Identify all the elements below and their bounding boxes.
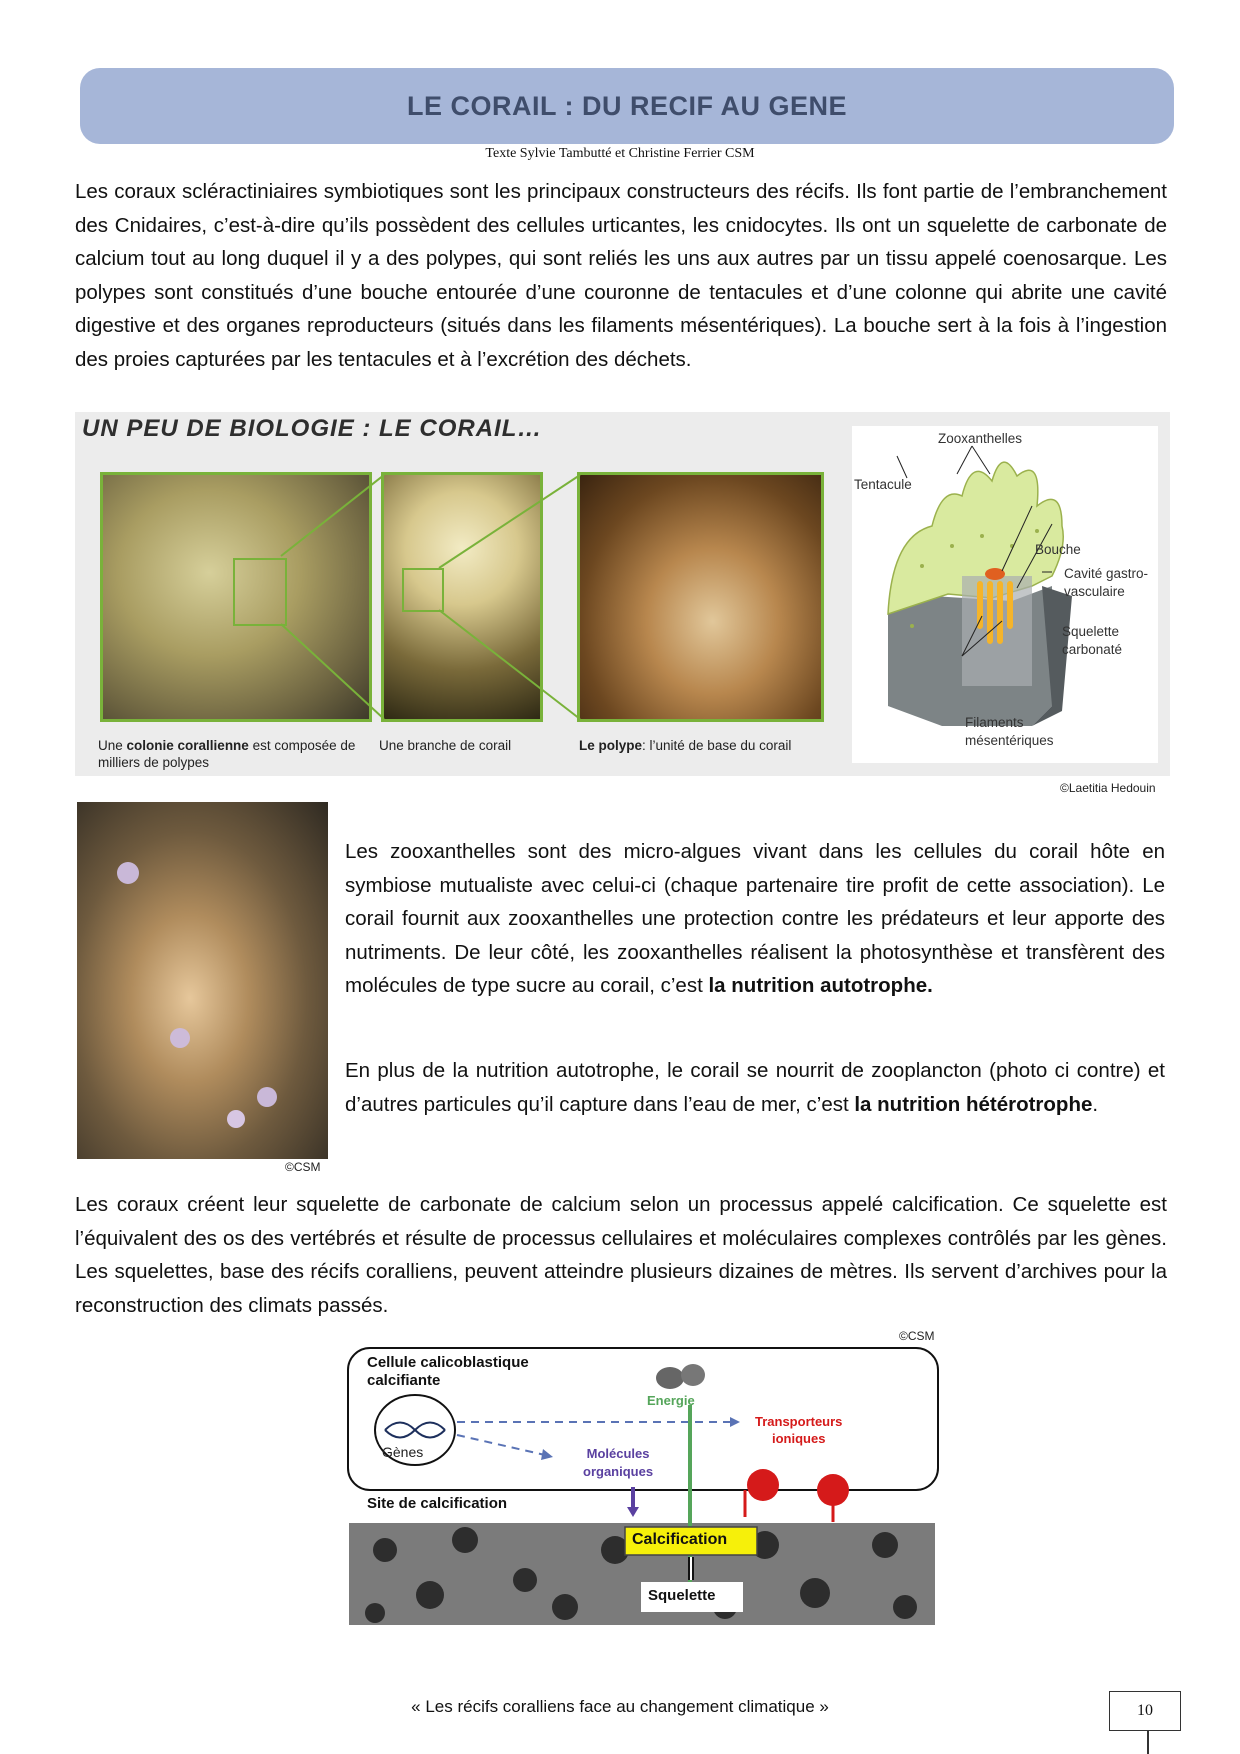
label-squelette: Squelette carbonaté	[1062, 624, 1123, 657]
calcification-diagram	[345, 1345, 939, 1635]
label-zooxanthelles: Zooxanthelles	[938, 431, 1023, 446]
polyp-bubble	[257, 1087, 277, 1107]
label-filaments: Filaments mésentériques	[965, 715, 1054, 748]
energie-label: Energie	[647, 1393, 695, 1408]
label-bouche: Bouche	[1035, 542, 1081, 557]
figure-title: UN PEU DE BIOLOGIE : LE CORAIL…	[82, 415, 543, 442]
page-number: 10	[1109, 1691, 1181, 1731]
footer-title: « Les récifs coralliens face au changement climatique »	[411, 1697, 829, 1716]
caption-polyp: Le polype: l’unité de base du corail	[579, 738, 792, 753]
site-label: Site de calcification	[367, 1495, 508, 1512]
calcification-label: Calcification	[632, 1531, 728, 1548]
cell-label: Cellule calicoblastique calcifiante	[367, 1354, 529, 1389]
label-tentacule: Tentacule	[854, 477, 912, 492]
genes-label: Gènes	[382, 1444, 424, 1460]
calcification-paragraph: Les coraux créent leur squelette de carbonate de calcium selon un processus appelé calcification. Ce squelette est l’équivalent des os des vertébrés et résulte de processus cellulaires et moléculaires complexes contrôlés par les gènes. Les squelettes, base des récifs coralliens, peuvent atteindre plusieurs dizaines de mètres. Ils servent d’archives pour la reconstruction des climats passés.	[75, 1193, 1167, 1317]
figure1-copyright: ©Laetitia Hedouin	[1060, 781, 1156, 795]
page-corner-line	[1147, 1731, 1149, 1754]
page-title: LE CORAIL : DU RECIF AU GENE	[406, 90, 847, 121]
figure3-copyright: ©CSM	[899, 1329, 935, 1343]
intro-paragraph: Les coraux scléractiniaires symbiotiques sont les principaux constructeurs des récifs. Ils font partie de l’embranchement des Cnidaires, c’est-à-dire qu’ils possèdent des cellules urticantes, les cnidocytes. Ils ont un squelette de carbonate de calcium tout au long duquel il y a des polypes, qui sont reliés les uns aux autres par un tissu appelé coenosarque. Les polypes sont constitués d’une bouche entourée d’une couronne de tentacules et d’une colonne qui abrite une cavité digestive et des organes reproducteurs (situés dans les filaments mésentériques). La bouche sert à la fois à l’ingestion des proies capturées par les tentacules et à l’excrétion des déchets.	[75, 180, 1167, 371]
label-cavite: Cavité gastro- vasculaire	[1064, 566, 1149, 599]
caption-branch: Une branche de corail	[379, 738, 512, 753]
caption-colony: Une colonie corallienne est composée de milliers de polypes	[98, 738, 356, 770]
polyp-bubble	[170, 1028, 190, 1048]
author-credit: Texte Sylvie Tambutté et Christine Ferrier CSM	[485, 146, 755, 161]
zooplankton-photo	[77, 802, 328, 1159]
squelette-label: Squelette	[648, 1587, 716, 1604]
transporteurs-label: Transporteurs ioniques	[755, 1414, 843, 1446]
molecules-label: Molécules organiques	[583, 1446, 654, 1479]
photo2-copyright: ©CSM	[285, 1160, 321, 1174]
heterotrophic-paragraph: En plus de la nutrition autotrophe, le corail se nourrit de zooplancton (photo ci contre) et d’autres particules qu’il capture dans l’eau de mer, c’est la nutrition hétérotrophe.	[345, 1059, 1165, 1116]
zooxanthelles-paragraph: Les zooxanthelles sont des micro-algues vivant dans les cellules du corail hôte en symbiose mutualiste avec celui-ci (chaque partenaire tire profit de cette association). Le corail fournit aux zooxanthelles une protection contre les prédateurs et leur apporte des nutriments. De leur côté, les zooxanthelles réalisent la photosynthèse et transfèrent des molécules de type sucre au corail, c’est la nutrition autotrophe.	[345, 840, 1165, 997]
polyp-bubble	[227, 1110, 245, 1128]
polyp-bubble	[117, 862, 139, 884]
